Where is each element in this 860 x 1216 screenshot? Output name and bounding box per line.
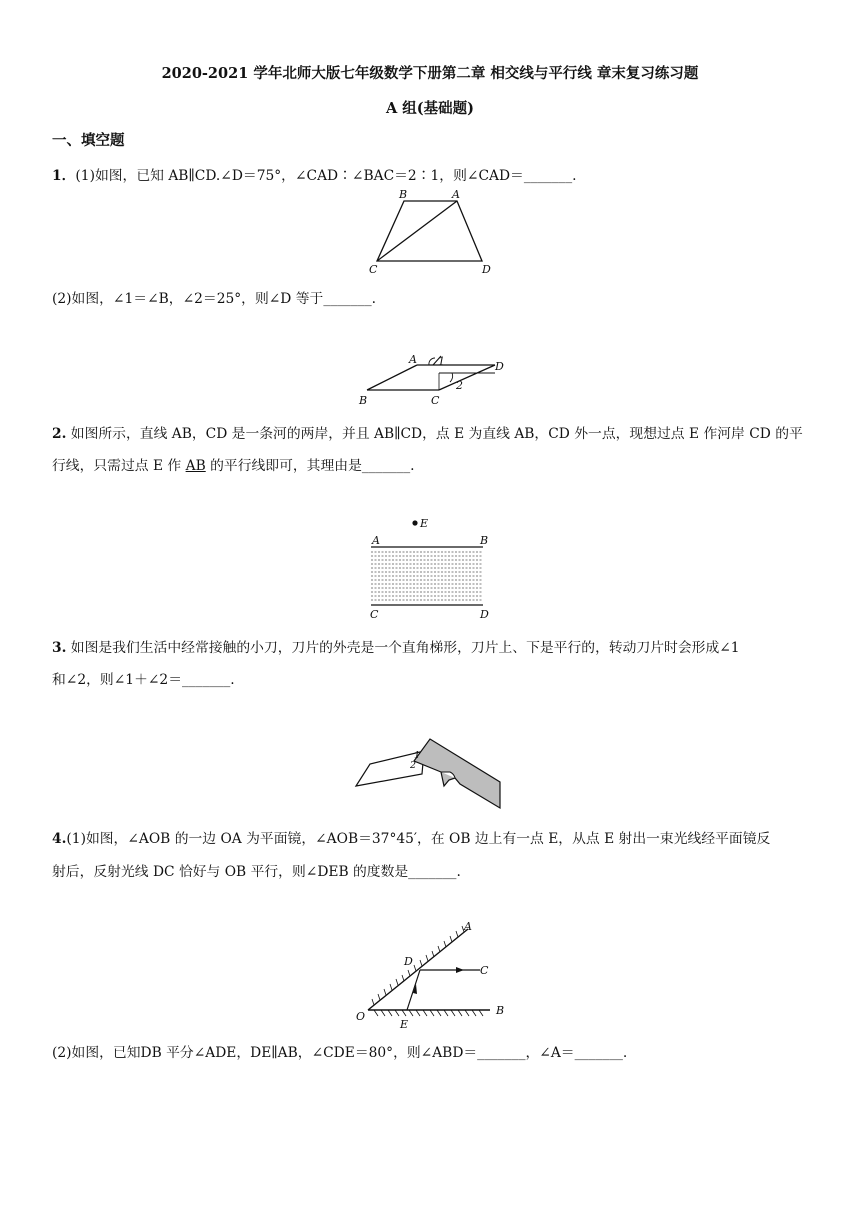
label-a: A	[464, 920, 472, 933]
underlined-ab: AB	[185, 458, 206, 474]
label-c: C	[369, 263, 378, 276]
parallelogram-figure	[355, 348, 505, 410]
question-text: (1)如图，已知 AB∥CD.∠D＝75°，∠CAD∶∠BAC＝2∶1，则∠CAD＝_______.	[75, 168, 577, 184]
label-b: B	[399, 188, 408, 201]
question-number: 2.	[52, 426, 67, 442]
question-3-line-1	[52, 636, 740, 656]
question-3-line-2: 和∠2，则∠1＋∠2＝_______.	[52, 672, 235, 688]
label-angle-1: 1	[438, 355, 445, 368]
question-number: 1．	[52, 168, 76, 184]
label-a: A	[372, 534, 380, 547]
label-a: A	[452, 188, 460, 201]
question-1-part-1	[52, 164, 577, 184]
trapezoid-figure	[362, 188, 502, 276]
question-text: 行线，只需过点 E 作	[52, 458, 186, 474]
question-2-line-2	[52, 454, 415, 474]
knife-figure	[352, 734, 507, 812]
label-d: D	[480, 608, 489, 621]
group-title: A 组(基础题)	[385, 100, 475, 117]
label-d: D	[482, 263, 491, 276]
question-4-part-2: (2)如图，已知DB 平分∠ADE，DE∥AB，∠CDE＝80°，则∠ABD＝_______，∠A＝_______.	[52, 1045, 628, 1061]
label-b: B	[496, 1004, 505, 1017]
label-o: O	[356, 1010, 366, 1023]
label-b: B	[359, 394, 368, 407]
label-c: C	[431, 394, 440, 407]
label-angle-1: 1	[414, 750, 421, 761]
question-text: (1)如图，∠AOB 的一边 OA 为平面镜，∠AOB＝37°45′，在 OB 边上有一点 E，从点 E 射出一束光线经平面镜反	[66, 831, 771, 847]
label-b: B	[480, 534, 489, 547]
question-text: 如图所示，直线 AB，CD 是一条河的两岸，并且 AB∥CD，点 E 为直线 AB，CD 外一点，现想过点 E 作河岸 CD 的平	[66, 426, 803, 442]
label-c: C	[370, 608, 379, 621]
mirror-figure	[350, 918, 520, 1033]
question-text: 如图是我们生活中经常接触的小刀，刀片的外壳是一个直角梯形，刀片上、下是平行的，转动刀片时会形成∠1	[66, 640, 740, 656]
label-angle-2: 2	[410, 760, 417, 771]
question-1-part-2: (2)如图，∠1＝∠B，∠2＝25°，则∠D 等于_______.	[52, 291, 377, 307]
question-number: 3.	[52, 640, 67, 656]
question-4-line-1	[52, 827, 770, 847]
question-number: 4.	[52, 831, 67, 847]
label-d: D	[495, 360, 504, 373]
question-4-line-2: 射后，反射光线 DC 恰好与 OB 平行，则∠DEB 的度数是_______.	[52, 864, 461, 880]
label-e: E	[400, 1018, 409, 1031]
river-figure	[365, 514, 495, 622]
label-a: A	[409, 353, 417, 366]
label-d: D	[404, 955, 413, 968]
label-angle-2: 2	[456, 379, 463, 392]
label-c: C	[480, 964, 489, 977]
question-2-line-1	[52, 422, 803, 442]
label-e: E	[420, 517, 429, 530]
document-title: 2020-2021 学年北师大版七年级数学下册第二章 相交线与平行线 章末复习练习题	[161, 65, 699, 82]
section-title: 一、填空题	[52, 132, 125, 149]
question-text: 的平行线即可，其理由是_______.	[205, 458, 415, 474]
